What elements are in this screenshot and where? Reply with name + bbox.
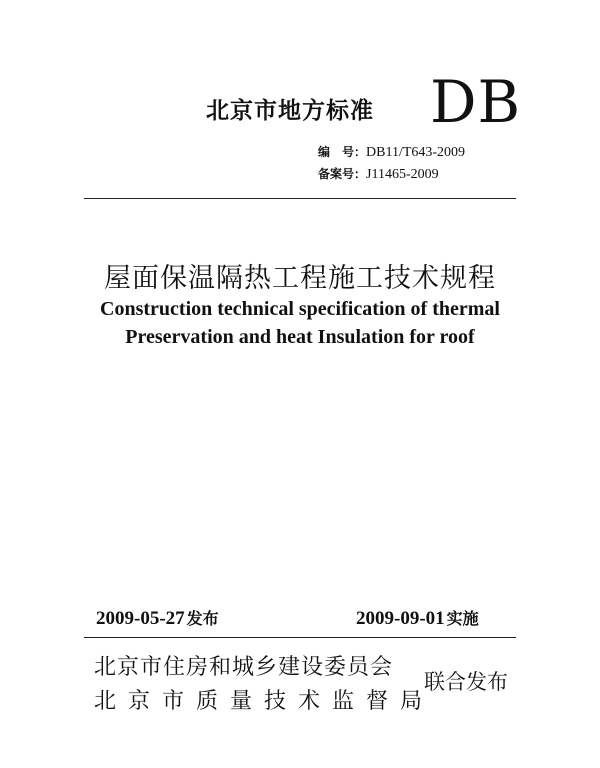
issuer-quality-bureau: 北京市质量技术监督局 xyxy=(94,689,435,714)
standard-number-row xyxy=(318,143,465,161)
implement-label: 实施 xyxy=(446,609,479,628)
filing-number-value: J11465-2009 xyxy=(366,167,439,182)
issuer-housing-commission: 北京市住房和城乡建设委员会 xyxy=(94,655,394,680)
standard-number-value: DB11/T643-2009 xyxy=(366,145,466,160)
db-mark: DB xyxy=(430,68,522,136)
title-english-line-1: Construction technical specification of thermal xyxy=(100,298,500,320)
implement-date-row xyxy=(356,606,479,630)
implement-date: 2009-09-01 xyxy=(356,608,445,629)
standard-name: 北京市地方标准 xyxy=(206,98,374,124)
title-english-line-2: Preservation and heat Insulation for roof xyxy=(125,326,475,348)
title-chinese: 屋面保温隔热工程施工技术规程 xyxy=(104,263,496,294)
bottom-divider xyxy=(84,637,516,638)
standard-number-label: 编 号： xyxy=(318,145,367,159)
filing-number-label: 备案号： xyxy=(318,167,367,181)
issue-label: 发布 xyxy=(186,609,219,628)
issue-date-row xyxy=(96,606,219,630)
top-divider xyxy=(84,198,516,199)
filing-number-row xyxy=(318,165,439,183)
joint-issue-label: 联合发布 xyxy=(424,670,508,694)
issue-date: 2009-05-27 xyxy=(96,608,185,629)
